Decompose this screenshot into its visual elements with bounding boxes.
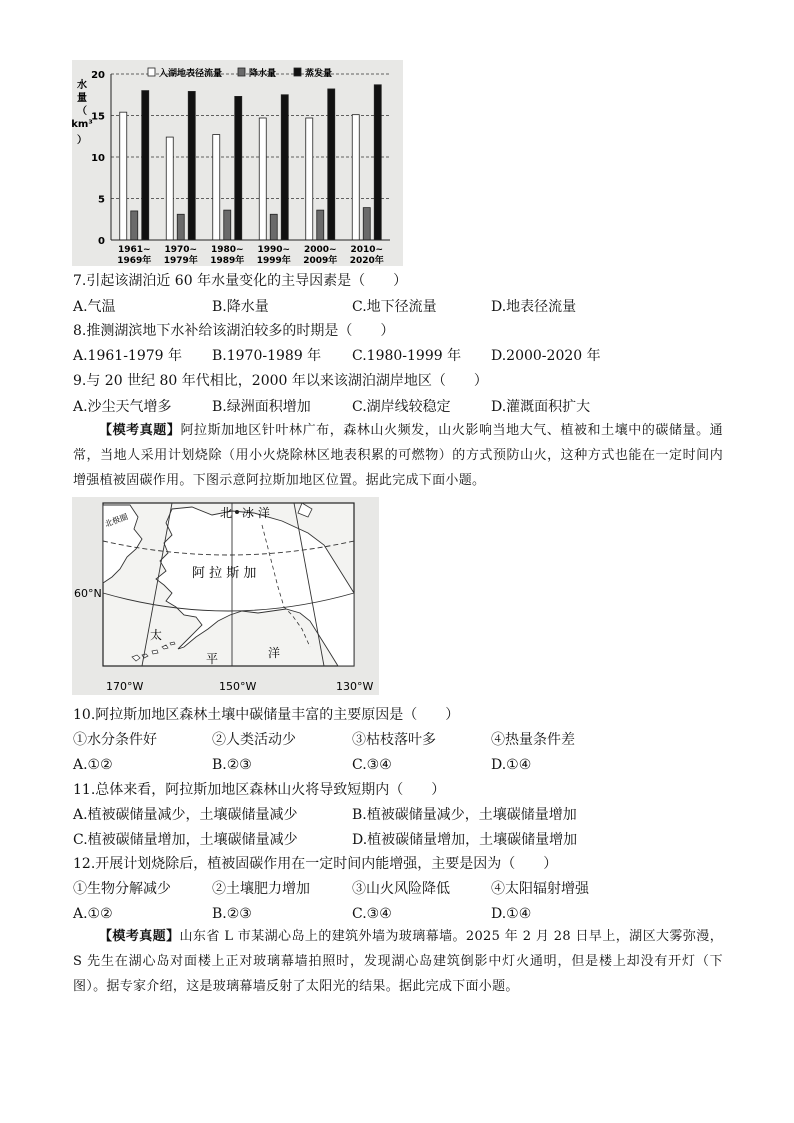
question-7-stem: 7.引起该湖泊近 60 年水量变化的主导因素是（ ）: [73, 273, 408, 289]
legend-swatch: [294, 68, 301, 76]
bar-降水量: [317, 210, 324, 240]
north-pole-dot: [235, 510, 239, 514]
x-tick-label-line2: 1989年: [210, 256, 245, 266]
x-tick-label-line1: 1990~: [257, 245, 291, 255]
bar-蒸发量: [188, 91, 195, 240]
q12-item-4: ④太阳辐射增强: [491, 881, 589, 897]
q7-option-a[interactable]: A.气温: [73, 299, 116, 315]
x-tick-label-line1: 1980~: [210, 245, 244, 255]
bar-蒸发量: [281, 95, 288, 240]
label-pacific-3: 洋: [268, 646, 281, 660]
q9-option-d[interactable]: D.灌溉面积扩大: [491, 399, 591, 415]
q7-option-d[interactable]: D.地表径流量: [491, 299, 577, 315]
bar-降水量: [363, 208, 370, 240]
x-tick-label-line2: 2009年: [303, 256, 338, 266]
passage-tag: 【模考真题】: [99, 929, 180, 944]
q10-option-d[interactable]: D.①④: [491, 757, 532, 773]
bar-蒸发量: [235, 96, 242, 240]
x-tick-label-line1: 2010~: [350, 245, 384, 255]
passage-text: 阿拉斯加地区针叶林广布，森林山火频发，山火影响当地大气、植被和土壤中的碳储量。通常，当地人采用计划烧除（用小火烧除林区地表积累的可燃物）的方式预防山火，这种方式也能在一定时间内增强植被固碳作用。下图示意阿拉斯加地区位置。据此完成下面小题。: [73, 423, 723, 488]
label-arctic-ocean: 冰 洋: [242, 506, 270, 520]
y-label-char: km³: [72, 119, 93, 130]
q10-item-3: ③枯枝落叶多: [352, 732, 436, 748]
question-9-stem: 9.与 20 世纪 80 年代相比，2000 年以来该湖泊湖岸地区（ ）: [73, 373, 488, 389]
label-arctic-circle: 北极圈: [103, 512, 130, 529]
q12-option-b[interactable]: B.②③: [212, 906, 252, 922]
q10-option-b[interactable]: B.②③: [212, 757, 252, 773]
y-tick-label: 5: [98, 194, 105, 206]
x-tick-label-line2: 2020年: [349, 256, 384, 266]
label-alaska: 阿 拉 斯 加: [192, 566, 257, 581]
label-arctic-north: 北: [220, 506, 233, 520]
q10-option-c[interactable]: C.③④: [352, 757, 392, 773]
legend-label: 入湖地表径流量: [159, 69, 223, 79]
q9-option-a[interactable]: A.沙尘天气增多: [73, 399, 172, 415]
passage-alaska: [73, 418, 723, 493]
y-tick-label: 10: [91, 153, 105, 164]
q12-item-3: ③山火风险降低: [352, 881, 450, 897]
bar-入湖地表径流量: [120, 112, 127, 240]
bar-入湖地表径流量: [166, 137, 173, 240]
q9-option-c[interactable]: C.湖岸线较稳定: [352, 399, 451, 415]
y-label-char: 量: [77, 93, 87, 104]
q11-option-d[interactable]: D.植被碳储量增加，土壤碳储量增加: [352, 832, 578, 848]
legend-label: 蒸发量: [305, 69, 333, 79]
label-130w: 130°W: [336, 680, 374, 693]
chart-legend: [148, 67, 332, 79]
label-pacific-1: 太: [150, 628, 163, 642]
question-11-stem: 11.总体来看，阿拉斯加地区森林山火将导致短期内（ ）: [73, 782, 446, 798]
q12-option-a[interactable]: A.①②: [73, 906, 113, 922]
bar-入湖地表径流量: [259, 118, 266, 240]
q12-option-c[interactable]: C.③④: [352, 906, 392, 922]
question-10-stem: 10.阿拉斯加地区森林土壤中碳储量丰富的主要原因是（ ）: [73, 707, 460, 723]
passage-tag: 【模考真题】: [99, 423, 181, 438]
q8-option-b[interactable]: B.1970-1989 年: [212, 348, 322, 364]
q10-item-1: ①水分条件好: [73, 732, 157, 748]
bar-蒸发量: [142, 91, 149, 240]
q11-option-c[interactable]: C.植被碳储量增加，土壤碳储量减少: [73, 832, 298, 848]
label-60n: 60°N: [74, 587, 102, 600]
q9-option-b[interactable]: B.绿洲面积增加: [212, 399, 311, 415]
legend-swatch: [148, 68, 155, 76]
x-tick-label-line1: 2000~: [303, 245, 337, 255]
label-150w: 150°W: [219, 680, 257, 693]
y-label-char: ）: [77, 135, 87, 146]
bar-入湖地表径流量: [213, 135, 220, 240]
y-axis-label: [72, 78, 93, 146]
map-svg: [72, 497, 379, 695]
q7-option-c[interactable]: C.地下径流量: [352, 299, 437, 315]
x-tick-label-line2: 1979年: [163, 256, 198, 266]
passage-text: 山东省 L 市某湖心岛上的建筑外墙为玻璃幕墙。2025 年 2 月 28 日早上，湖区大雾弥漫，S 先生在湖心岛对面楼上正对玻璃幕墙拍照时，发现湖心岛建筑倒影中灯火通明，但是楼上却没有开灯（下图）。据专家介绍，这是玻璃幕墙反射了太阳光的结果。据此完成下面小题。: [73, 929, 723, 994]
label-170w: 170°W: [106, 680, 144, 693]
bar-降水量: [177, 214, 184, 240]
y-label-char: 水: [77, 80, 87, 91]
q10-item-4: ④热量条件差: [491, 732, 575, 748]
bar-蒸发量: [328, 89, 335, 240]
water-balance-chart: [72, 60, 403, 266]
bar-降水量: [131, 211, 138, 240]
x-tick-label-line2: 1969年: [117, 256, 152, 266]
question-12-stem: 12.开展计划烧除后，植被固碳作用在一定时间内能增强，主要是因为（ ）: [73, 856, 558, 872]
q11-option-a[interactable]: A.植被碳储量减少，土壤碳储量减少: [73, 807, 298, 823]
q8-option-a[interactable]: A.1961-1979 年: [73, 348, 182, 364]
legend-label: 降水量: [249, 69, 277, 79]
q10-option-a[interactable]: A.①②: [73, 757, 113, 773]
y-tick-label: 20: [91, 70, 105, 81]
x-tick-label-line1: 1961~: [117, 245, 151, 255]
bar-入湖地表径流量: [352, 115, 359, 240]
passage-glass-curtain-wall: [73, 924, 723, 999]
q12-item-2: ②土壤肥力增加: [212, 881, 310, 897]
q10-item-2: ②人类活动少: [212, 732, 296, 748]
bar-降水量: [224, 210, 231, 240]
y-tick-label: 15: [91, 111, 105, 123]
q11-option-b[interactable]: B.植被碳储量减少，土壤碳储量增加: [352, 807, 577, 823]
q7-option-b[interactable]: B.降水量: [212, 299, 269, 315]
y-label-char: （: [77, 106, 87, 117]
x-tick-label-line1: 1970~: [164, 245, 198, 255]
q8-option-c[interactable]: C.1980-1999 年: [352, 348, 462, 364]
x-tick-label-line2: 1999年: [256, 256, 291, 266]
bar-入湖地表径流量: [306, 118, 313, 240]
chart-svg: [72, 60, 403, 266]
q8-option-d[interactable]: D.2000-2020 年: [491, 348, 601, 364]
q12-item-1: ①生物分解减少: [73, 881, 171, 897]
q12-option-d[interactable]: D.①④: [491, 906, 532, 922]
bar-降水量: [270, 214, 277, 240]
y-tick-label: 0: [98, 236, 105, 247]
question-8-stem: 8.推测湖滨地下水补给该湖泊较多的时期是（ ）: [73, 323, 395, 339]
alaska-map: [72, 497, 379, 695]
label-pacific-2: 平: [206, 652, 219, 666]
legend-swatch: [238, 68, 245, 76]
bar-蒸发量: [374, 85, 381, 240]
